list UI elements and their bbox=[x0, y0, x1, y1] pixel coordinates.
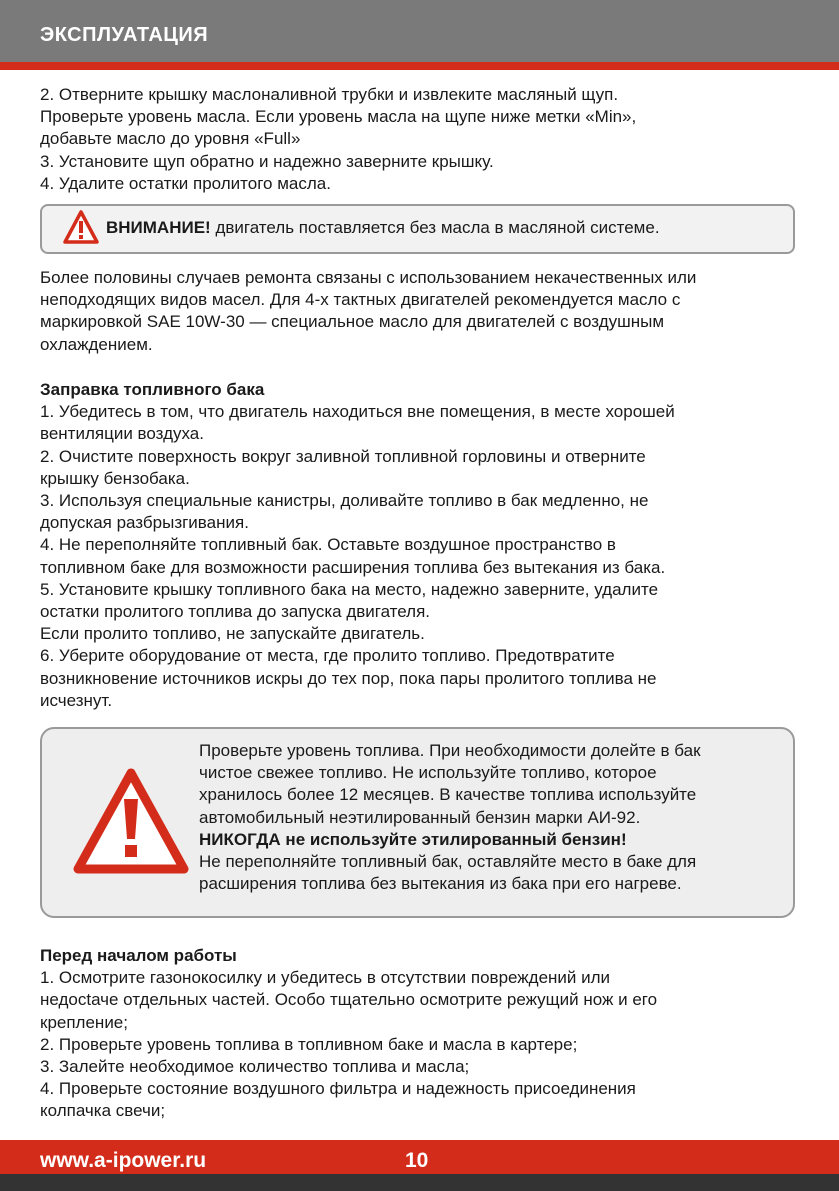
text-line: Проверьте уровень топлива. При необходимости долейте в бак bbox=[199, 741, 701, 760]
text-line: Не переполняйте топливный бак, оставляйте место в баке для bbox=[199, 852, 697, 872]
text-line: 3. Используя специальные канистры, доливайте топливо в бак медленно, не bbox=[40, 491, 649, 511]
warning-text bbox=[106, 218, 660, 238]
text-line: добавьте масло до уровня «Full» bbox=[40, 129, 301, 149]
warning-message: двигатель поставляется без масла в масляной системе. bbox=[210, 218, 660, 237]
footer-website-link[interactable]: www.a-ipower.ru bbox=[40, 1149, 207, 1172]
warning-emphasis: НИКОГДА не используйте этилированный бензин! bbox=[199, 829, 627, 849]
text-line: возникновение источников искры до тех пор, пока пары пролитого топлива не bbox=[40, 668, 657, 688]
text-line: хранилось более 12 месяцев. В качестве топлива используйте bbox=[199, 785, 697, 805]
text-line: остатки пролитого топлива до запуска двигателя. bbox=[40, 602, 431, 622]
page-number: 10 bbox=[405, 1149, 429, 1172]
text-line: маркировкой SAE 10W-30 — специальное масло для двигателей с воздушным bbox=[40, 312, 665, 332]
header-stripe bbox=[0, 62, 839, 70]
text-line: чистое свежее топливо. Не используйте топливо, которое bbox=[199, 763, 657, 783]
section-title: ЭКСПЛУАТАЦИЯ bbox=[40, 24, 209, 46]
text-line: 1. Осмотрите газонокосилку и убедитесь в отсутствии повреждений или bbox=[40, 968, 611, 988]
warning-label: ВНИМАНИЕ! bbox=[106, 218, 211, 237]
text-line: Если пролито топливо, не запускайте двигатель. bbox=[40, 624, 425, 644]
text-line: 1. Убедитесь в том, что двигатель находиться вне помещения, в месте хорошей bbox=[40, 402, 675, 422]
warning-box-oil bbox=[40, 204, 795, 254]
text-line: Проверьте уровень масла. Если уровень масла на щупе ниже метки «Min», bbox=[40, 107, 637, 127]
text-line: Более половины случаев ремонта связаны с использованием некачественных или bbox=[40, 268, 697, 287]
text-line: исчезнут. bbox=[40, 690, 113, 710]
oil-note bbox=[40, 267, 810, 356]
text-line: 4. Проверьте состояние воздушного фильтра и надежность присоединения bbox=[40, 1079, 636, 1099]
text-line: 2. Очистите поверхность вокруг заливной топливной горловины и отверните bbox=[40, 446, 646, 466]
text-line: колпачка свечи; bbox=[40, 1101, 166, 1121]
text-line: охлаждением. bbox=[40, 334, 153, 354]
text-line: недосtаче отдельных частей. Особо тщательно осмотрите режущий нож и его bbox=[40, 990, 658, 1010]
text-line: топливном баке для возможности расширения топлива без вытекания из бака. bbox=[40, 557, 666, 577]
text-line: расширения топлива без вытекания из бака при его нагреве. bbox=[199, 874, 682, 894]
text-line: 6. Уберите оборудование от места, где пролито топливо. Предотвратите bbox=[40, 646, 615, 666]
text-line: неподходящих видов масел. Для 4-х тактных двигателей рекомендуется масло с bbox=[40, 290, 681, 310]
text-line: вентиляции воздуха. bbox=[40, 424, 204, 444]
footer-bottom-band bbox=[0, 1174, 839, 1191]
text-line: 4. Удалите остатки пролитого масла. bbox=[40, 173, 331, 193]
page-header bbox=[0, 0, 839, 62]
text-line: автомобильный неэтилированный бензин марки АИ-92. bbox=[199, 807, 641, 827]
before-work-section bbox=[40, 945, 810, 1123]
text-line: 3. Установите щуп обратно и надежно заверните крышку. bbox=[40, 151, 494, 171]
fuel-section bbox=[40, 379, 810, 712]
text-line: 2. Проверьте уровень топлива в топливном баке и масла в картере; bbox=[40, 1034, 578, 1054]
section-heading: Перед началом работы bbox=[40, 946, 237, 965]
text-line: допуская разбрызгивания. bbox=[40, 513, 249, 533]
text-line: крепление; bbox=[40, 1012, 128, 1032]
warning-text bbox=[199, 740, 701, 895]
warning-box-fuel bbox=[40, 727, 795, 918]
section-heading: Заправка топливного бака bbox=[40, 380, 265, 399]
text-line: 4. Не переполняйте топливный бак. Оставьте воздушное пространство в bbox=[40, 535, 616, 555]
warning-icon bbox=[62, 209, 100, 245]
oil-steps bbox=[40, 84, 810, 195]
text-line: 3. Залейте необходимое количество топлива и масла; bbox=[40, 1057, 470, 1077]
warning-icon bbox=[71, 765, 191, 877]
text-line: 2. Отверните крышку маслоналивной трубки и извлеките масляный щуп. bbox=[40, 85, 619, 104]
text-line: крышку бензобака. bbox=[40, 468, 190, 488]
text-line: 5. Установите крышку топливного бака на место, надежно заверните, удалите bbox=[40, 579, 659, 599]
